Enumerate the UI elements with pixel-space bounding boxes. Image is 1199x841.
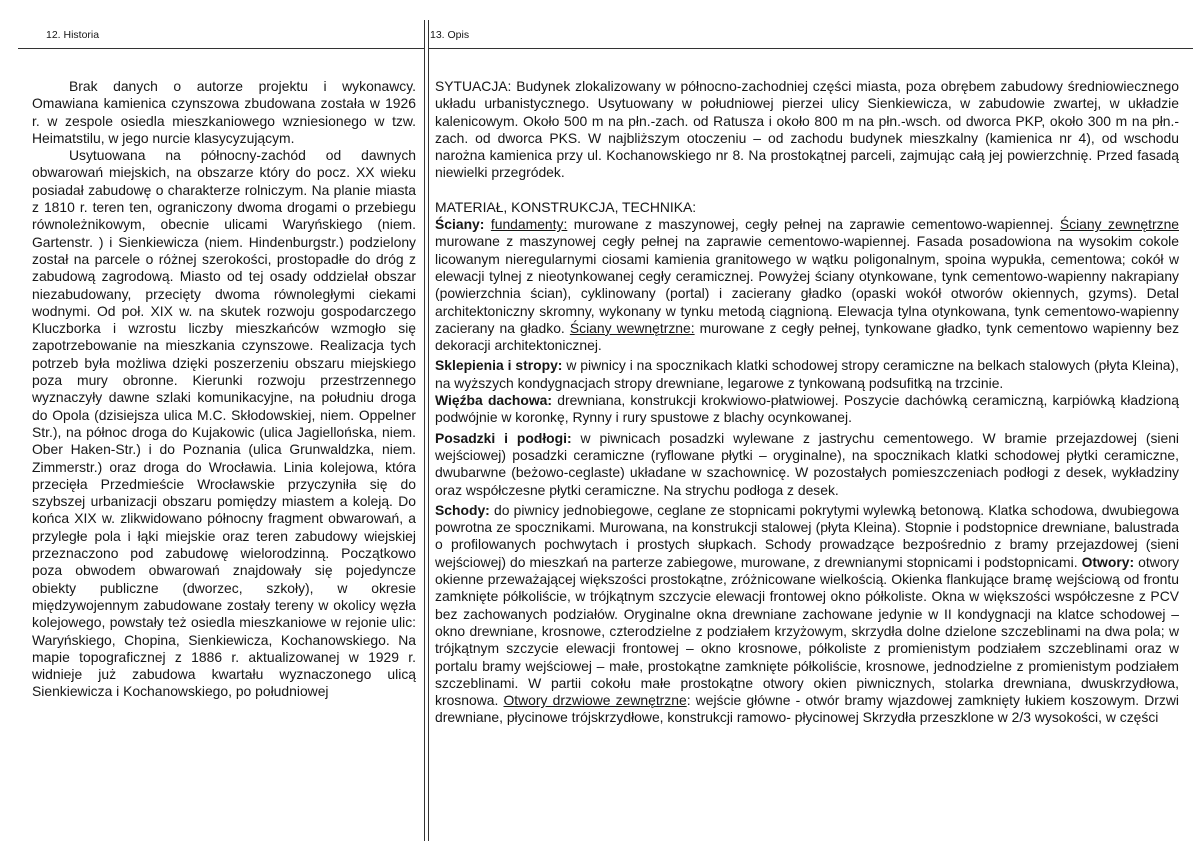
sklepienia-paragraph bbox=[435, 357, 1179, 392]
posadzki-paragraph bbox=[435, 430, 1179, 499]
sciany-wewnetrzne-text: murowane z cegły pełnej, tynkowane gładko, tynk cementowo wapienny bez dekoracji architektonicznej. bbox=[435, 319, 1180, 354]
fundamenty-label: fundamenty: bbox=[490, 216, 568, 233]
section-header-opis: 13. Opis bbox=[430, 29, 470, 41]
historia-paragraph-1: Brak danych o autorze projektu i wykonawcy. Omawiana kamienica czynszowa zbudowana została w 1926 r. w zespole osiedla mieszkaniowego wzniesionego w tzw. Heimatstilu, w jego nurcie klasycyzującym. bbox=[32, 78, 416, 146]
otwory-label: Otwory: bbox=[1081, 553, 1135, 570]
header-rule-right bbox=[429, 48, 1193, 49]
otwory-drzwiowe-label: Otwory drzwiowe zewnętrzne bbox=[503, 692, 687, 709]
sytuacja-paragraph: SYTUACJA: Budynek zlokalizowany w północno-zachodniej części miasta, poza obrębem zabudowy średniowiecznego układu urbanistycznego. Usytuowany w południowej pierzei ulicy Sienkiewicza, w zabudowie zwartej, w układzie kalenicowym. Około 500 m na płn.-zach. od Ratusza i około 800 m na płn.-wsch. od dworca PKP, około 300 m na płn.-zach. od dworca PKS. W najbliższym otoczeniu – od zachodu budynek mieszkalny (kamienica nr 4), od wschodu narożna kamienica przy ul. Kochanowskiego nr 8. Na prostokątnej parceli, zajmując całą jej powierzchnię. Przed fasadą niewielki przegródek. bbox=[435, 78, 1179, 181]
schody-text: do piwnicy jednobiegowe, ceglane ze stopnicami pokrytymi wylewką betonową. Klatka schodowa, dwubiegowa powrotna ze spocznikami. Murowana, na konstrukcji stalowej (płyta Kleina). Stopnie i podstopnice drewniane, balustrada o profilowanych pochwytach i prostych słupkach. Schody prowadzące bezpośrednio z bramy przejazdowej (sieni wejściowej) do mieszkań na parterze zabiegowe, murowane, z drewnianymi stopnicami i podstopnicami. bbox=[435, 501, 1179, 570]
schody-label: Schody: bbox=[435, 501, 490, 518]
column-divider-right bbox=[428, 20, 429, 841]
schody-paragraph bbox=[435, 502, 1179, 727]
header-rule-left bbox=[18, 48, 424, 49]
sciany-label: Ściany: bbox=[435, 216, 485, 233]
opis-column bbox=[435, 78, 1179, 727]
historia-column bbox=[32, 78, 416, 701]
sciany-wewnetrzne-label: Ściany wewnętrzne: bbox=[569, 319, 695, 336]
otwory-drzwiowe-text: : wejście główne - otwór bramy wjazdowej zamknięty łukiem koszowym. Drzwi drewniane, płycinowe trójskrzydłowe, konstrukcji ramowo- płycinowej Skrzydła przeszklone w 2/3 wysokości, w części bbox=[435, 692, 1179, 726]
otwory-text: otwory okienne przeważającej większości prostokątne, zróżnicowane wielkością. Okienka flankujące bramę wejściową od frontu zamknięte półkoliście, w trójkątnym szczycie elewacji frontowej okno półkoliste. Okna w większości współczesne z PCV bez zachowanych podziałów. Oryginalne okna drewniane zachowane jedynie w II kondygnacji na klatce schodowej – okno drewniane, krosnowe, czterodzielne z podziałem krzyżowym, skrzydła dolne dzielone szczeblinami na dwa pola; w trójkątnym szczycie elewacji frontowej – okno krosnowe, półkoliste z promienistym podziałem szczeblinami oraz w portalu bramy wejściowej – małe, prostokątne zamknięte półkoliście, krosnowe, jednodzielne z promienistym podziałem szczeblinami. W partii cokołu małe prostokątne otwory okien piwnicznych, stolarka drewniana, dwuskrzydłowa, krosnowa. bbox=[435, 553, 1180, 709]
wiezba-label: Więźba dachowa: bbox=[435, 392, 553, 409]
column-divider-left bbox=[424, 20, 425, 841]
sklepienia-label: Sklepienia i stropy: bbox=[435, 357, 563, 374]
wiezba-text: drewniana, konstrukcji krokwiowo-płatwiowej. Poszycie dachówką ceramiczną, karpiówką kładzioną podwójnie w koronkę, Rynny i rury spustowe z blachy ocynkowanej. bbox=[435, 392, 1180, 426]
sciany-zewnetrzne-text: murowane z maszynowej cegły pełnej na zaprawie cementowo-wapiennej. Fasada posadowiona na wysokim cokole licowanym nieregularnymi ciosami kamienia granitowego w wątku poligonalnym, spoina wypukła, cementowa; cokół w elewacji tylnej z nieotynkowanej cegły ceramicznej. Powyżej ściany otynkowane, tynk cementowo-wapienny nakrapiany (powierzchnia ścian), cyklinowany (portal) i zacierany gładko (opaski wokół otworów okiennych, gzyms). Detal architektoniczny skromny, wykonany w tynku metodą ciągnioną. Elewacja tylna otynkowana, tynk cementowo-wapienny zacierany na gładko. bbox=[435, 233, 1179, 336]
fundamenty-text: murowane z maszynowej, cegły pełnej na zaprawie cementowo-wapiennej. bbox=[573, 216, 1054, 233]
posadzki-label: Posadzki i podłogi: bbox=[435, 429, 572, 446]
sciany-paragraph bbox=[435, 216, 1179, 354]
sklepienia-text: w piwnicy i na spocznikach klatki schodowej stropy ceramiczne na belkach stalowych (płyta Kleina), na wyższych kondygnacjach stropy drewniane, legarowe z tynkowaną podsufitką na trzcinie. bbox=[435, 357, 1180, 391]
material-heading: MATERIAŁ, KONSTRUKCJA, TECHNIKA: bbox=[435, 198, 697, 215]
section-header-historia: 12. Historia bbox=[46, 29, 100, 41]
wiezba-paragraph bbox=[435, 392, 1179, 427]
historia-paragraph-2: Usytuowana na północny-zachód od dawnych obwarowań miejskich, na obszarze który do pocz. XX wieku posiadał zabudowę o charakterze rolniczym. Na planie miasta z 1810 r. teren ten, ograniczony dwoma drogami o przebiegu równoleżnikowym, obecnie ulicami Waryńskiego (niem. Gartenstr. ) i Sienkiewicza (niem. Hindenburgstr.) podzielony został na parcele o różnej szerokości, prostopadłe do dróg z zabudową zagrodową. Miasto od tej osady oddzielał obszar niezabudowany, przecięty dwoma równoległymi ciekami wodnymi. Od poł. XIX w. na skutek rozwoju gospodarczego Kluczborka i wzrostu liczby mieszkańców wzmogło się zapotrzebowanie na mieszkania czynszowe. Realizacja tych potrzeb była możliwa dzięki poszerzeniu obszaru miejskiego poza mury obronne. Kierunki rozwoju przestrzennego wyznaczyły dawne szlaki komunikacyjne, na południu droga do Opola (dzisiejsza ulica M.C. Skłodowskiej, niem. Oppelner Str.), na północ droga do Kujakowic (ulica Jagiellońska, niem. Ober Haken-Str.) i do Poznania (ulica Grunwaldzka, niem. Zimmerstr.) oraz droga do Wrocławia. Linia kolejowa, która przecięła Przedmieście Wrocławskie przyczyniła się do szybszej urbanizacji obszaru pomiędzy miastem a koleją. Do końca XIX w. zlikwidowano północny fragment obwarowań, a przyległe pola i łąki miejskie oraz teren zabudowy wiejskiej przeznaczono pod zabudowę wielorodzinną. Początkowo poza obwodem obwarowań znajdowały się pojedyncze obiekty publiczne (dworzec, szkoły), w okresie międzywojennym zabudowane zostały tereny w okolicy węzła kolejowego, powstały też osiedla mieszkaniowe w rejonie ulic: Waryńskiego, Chopina, Sienkiewicza, Kochanowskiego. Na mapie topograficznej z 1886 r. aktualizowanej w 1929 r. widnieje już zabudowa kwartału wyznaczonego ulicą Sienkiewicza i Kochanowskiego, po południowej bbox=[32, 147, 416, 700]
posadzki-text: w piwnicach posadzki wylewane z jastrychu cementowego. W bramie przejazdowej (sieni wejściowej) posadzki ceramiczne (ryflowane płytki – oryginalne), na spocznikach klatki schodowej płytki ceramiczne, dwubarwne (beżowo-ceglaste) układane w szachownicę. W pozostałych pomieszczeniach podłogi z desek, wykładziny oraz współczesne płytki ceramiczne. Na strychu podłoga z desek. bbox=[435, 429, 1180, 498]
sciany-zewnetrzne-label: Ściany zewnętrzne bbox=[1059, 216, 1180, 233]
